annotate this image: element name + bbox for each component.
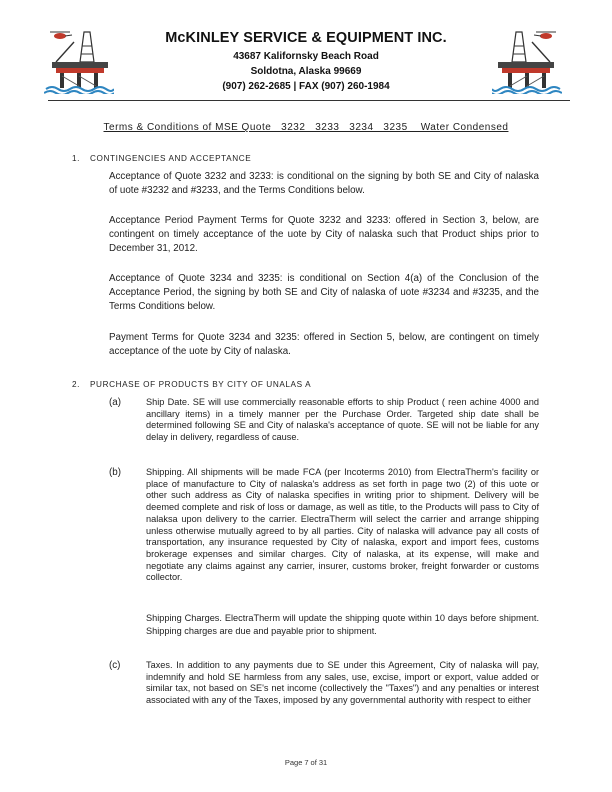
section-number: 2. [72, 380, 81, 389]
address-line-2: Soldotna, Alaska 99669 [250, 66, 362, 77]
item-label: (c) [109, 660, 121, 671]
page-footer [0, 758, 612, 767]
section-number: 1. [72, 154, 81, 163]
item-label: (a) [109, 397, 121, 408]
section-heading [72, 380, 311, 389]
oil-rig-icon [492, 28, 562, 94]
paragraph: Acceptance of Quote 3232 and 3233: is conditional on the signing by both SE and City of nalaska of uote #3232 and #3233, and the Terms Conditions below. [109, 171, 539, 197]
section-title: CONTINGENCIES AND ACCEPTANCE [90, 154, 252, 163]
list-item: Shipping. All shipments will be made FCA (per Incoterms 2010) from ElectraTherm's facility or place of manufacture to City of nalaska's address as set forth in page two (2) of this uote or other such address as City of nalaska specifies in writing prior to shipment. Delivery will be deemed complete and risk of loss or damage, as well as title, to the Products will pass to City of nalaksa upon delivery to the carrier. ElectraTherm will select the carrier and arrange shipping unless otherwise mutually agreed to by all parties. City of nalaska will advance pay all costs of transportation, any insurance requested by City of nalaska, export and import fees, customs brokerage expenses and similar charges. City of nalaska, at its expense, will make and negotiate any claims against any carrier, insurer, customs broker, freight forwarder or customs collector. [146, 467, 539, 583]
list-item: Ship Date. SE will use commercially reasonable efforts to ship Product ( reen achine 4000 and ancillary items) in a timely manner per the Purchase Order. Targeted ship date shall be determined following SE and City of nalaska's acceptance of quote. SE will not be liable for any delay in delivery, regardless of cause. [146, 397, 539, 443]
page-total: 31 [318, 758, 328, 767]
list-item-subparagraph: Shipping Charges. ElectraTherm will update the shipping quote within 10 days before shipment. Shipping charges are due and payable prior to shipment. [146, 613, 539, 636]
document-title: Terms & Conditions of MSE Quote 3232 3233 3234 3235 Water Condensed [103, 122, 509, 133]
contact-line: (907) 262-2685 | FAX (907) 260-1984 [222, 81, 390, 92]
page-number: 7 [304, 758, 309, 767]
list-item: Taxes. In addition to any payments due to SE under this Agreement, City of nalaska will pay, indemnify and hold SE harmless from any sales, use, excise, import or export, value added or similar tax, not based on SE's net income (collectively the "Taxes") and any penalties or interest associated with any of the Taxes, imposed by any governmental authority with respect to either [146, 660, 539, 706]
company-name: McKINLEY SERVICE & EQUIPMENT INC. [165, 30, 447, 46]
address-line-1: 43687 Kalifornsky Beach Road [233, 51, 379, 62]
section-title: PURCHASE OF PRODUCTS BY CITY OF UNALAS A [90, 380, 312, 389]
paragraph: Acceptance Period Payment Terms for Quote 3232 and 3233: offered in Section 3, below, are contingent on timely acceptance of the uote by City of nalaska such that Product ships prior to December 31, 2012. [109, 215, 539, 255]
item-label: (b) [109, 467, 121, 478]
paragraph: Payment Terms for Quote 3234 and 3235: offered in Section 5, below, are contingent on timely acceptance of the uote by City of nalaska. [109, 332, 539, 358]
letterhead [0, 0, 612, 110]
section-heading [72, 154, 251, 163]
of-label: of [310, 758, 317, 767]
page-label: Page [284, 758, 303, 767]
paragraph: Acceptance of Quote 3234 and 3235: is conditional on Section 4(a) of the Conclusion of the Acceptance Period, the signing by both SE and City of nalaska of uote #3234 and #3235, and the Terms Conditions below. [109, 273, 539, 313]
header-divider [48, 100, 570, 101]
